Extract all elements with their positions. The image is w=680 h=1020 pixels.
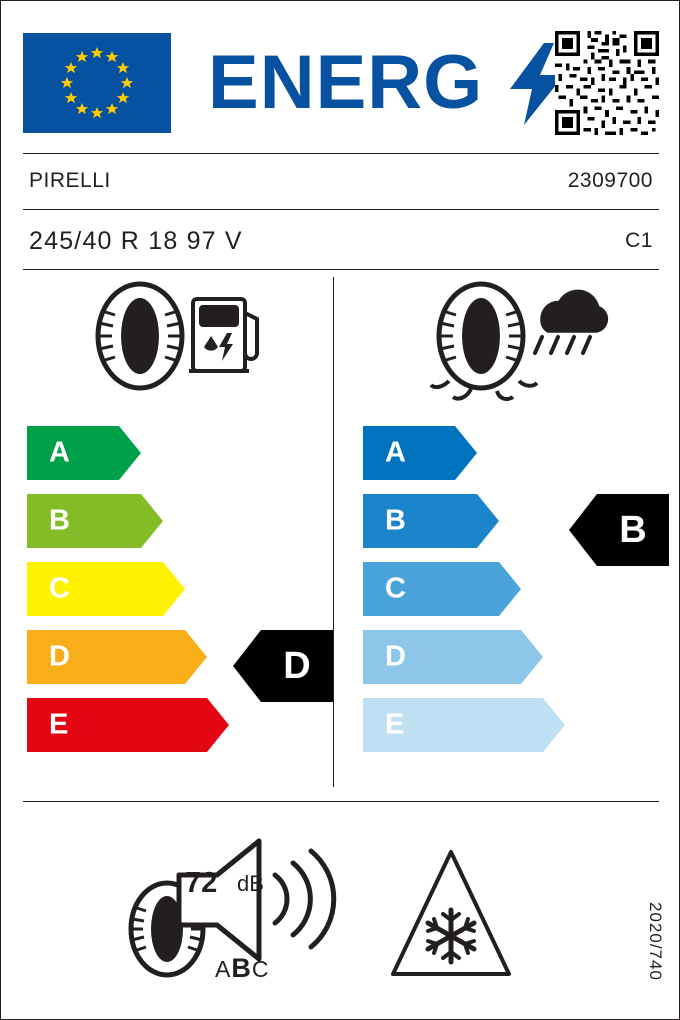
grade-letter: E [385,708,405,741]
grade-letter: D [385,640,406,673]
noise-class-scale [215,953,269,984]
wet-grade-e [363,698,565,752]
eu-stars-icon [23,33,171,133]
noise-class-a: A [215,956,232,982]
fuel-grade-e [27,698,229,752]
tyre-icon [439,284,523,388]
wet-selected-grade-marker [569,494,669,566]
qr-code-icon [555,31,659,135]
noise-unit: dB [237,871,264,896]
grade-letter: C [385,572,406,605]
snowflake-mountain-icon [389,846,514,981]
fuel-pump-icon [189,299,257,371]
wet-grade-c [363,562,565,616]
grade-letter: C [49,572,70,605]
wet-grade-a [363,426,565,480]
eu-flag-icon [23,33,171,133]
fuel-grade-scale [27,426,229,766]
grade-letter: A [49,436,70,469]
divider-1 [23,153,659,154]
grade-letter: B [385,504,406,537]
wet-grade-d [363,630,565,684]
divider-3 [23,269,659,270]
fuel-grade-c [27,562,229,616]
noise-class-c: C [251,956,270,982]
fuel-selected-grade-marker [233,630,333,702]
type-code: 2309700 [567,169,653,192]
fuel-selected-grade: D [261,630,333,702]
noise-value: 72 [185,867,218,899]
divider-2 [23,209,659,210]
fuel-grade-a [27,426,229,480]
tyre-size: 245/40 R 18 97 V [29,227,243,255]
tyre-class-code: C1 [625,229,653,252]
noise-class-selected: B [231,953,252,983]
fuel-grade-d [27,630,229,684]
rain-cloud-icon [535,290,608,353]
grade-letter: B [49,504,70,537]
fuel-drop-and-bolt-icon [204,333,233,361]
brand-name: PIRELLI [29,169,111,192]
grade-letter: E [49,708,69,741]
grade-letter: D [49,640,70,673]
date-code: 2020/740 [646,902,665,981]
wet-grip-pictogram [425,281,615,406]
snowflake-glyph [428,910,474,962]
energy-wordmark: ENERG [208,40,484,125]
wet-grade-scale [363,426,565,766]
divider-4 [23,801,659,802]
fuel-grade-b [27,494,229,548]
wet-grade-b [363,494,565,548]
tyre-icon [98,284,182,388]
fuel-efficiency-pictogram [89,281,269,391]
vertical-divider [333,277,334,787]
grade-letter: A [385,436,406,469]
label-header [23,23,659,135]
wet-selected-grade: B [597,494,669,566]
